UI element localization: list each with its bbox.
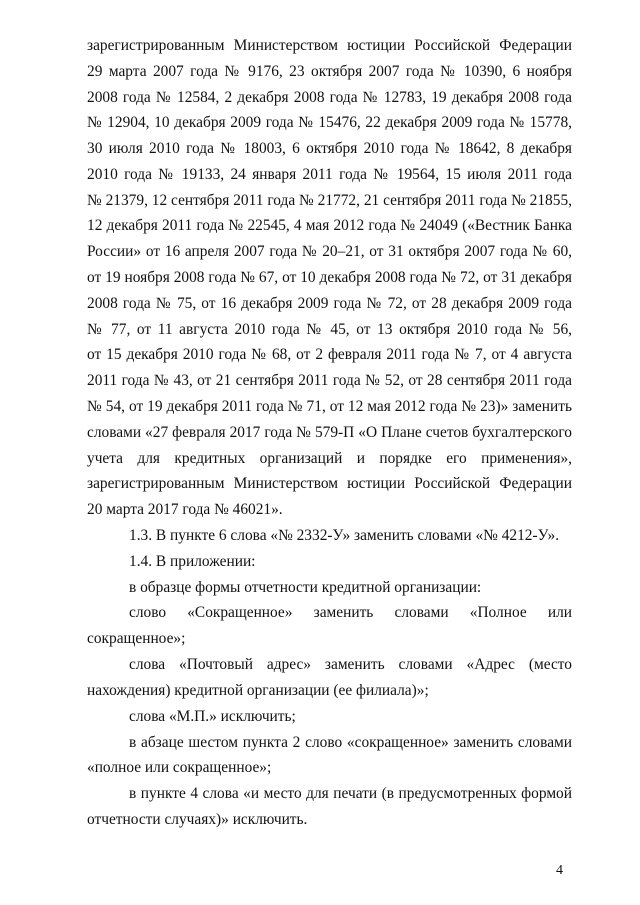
text-line: слова «Почтовый адрес» заменить словами «Адрес (место <box>129 656 572 673</box>
text-line: 2008 года № 75, от 16 декабря 2009 года № 72, от 28 декабря 2009 года <box>87 295 572 312</box>
text-line: 29 марта 2007 года № 9176, 23 октября 2007 года № 10390, 6 ноября <box>87 63 572 80</box>
text-line: № 12904, 10 декабря 2009 года № 15476, 22 декабря 2009 года № 15778, <box>87 114 572 131</box>
text-line: зарегистрированным Министерством юстиции Российской Федерации <box>87 475 572 492</box>
text-line: словами «27 февраля 2017 года № 579-П «О Плане счетов бухгалтерского <box>87 424 572 441</box>
text-line: от 19 ноября 2008 года № 67, от 10 декабря 2008 года № 72, от 31 декабря <box>87 269 572 286</box>
text-line: 2008 года № 12584, 2 декабря 2008 года № 12783, 19 декабря 2008 года <box>87 89 572 106</box>
text-line: в абзаце шестом пункта 2 слово «сокращенное» заменить словами <box>129 734 572 751</box>
text-line: от 15 декабря 2010 года № 68, от 2 февраля 2011 года № 7, от 4 августа <box>87 346 572 363</box>
text-line: в пункте 4 слова «и место для печати (в предусмотренных формой <box>129 785 572 802</box>
text-line: 2010 года № 19133, 24 января 2011 года № 19564, 15 июля 2011 года <box>87 166 572 183</box>
text-line: «полное или сокращенное»; <box>87 759 272 776</box>
text-line: слова «М.П.» исключить; <box>129 708 296 725</box>
text-line: в образце формы отчетности кредитной организации: <box>129 579 482 596</box>
paragraph-1-4: 1.4. В приложении: <box>129 553 256 570</box>
text-line: № 21379, 12 сентября 2011 года № 21772, 21 сентября 2011 года № 21855, <box>87 192 572 209</box>
text-line: № 54, от 19 декабря 2011 года № 71, от 12 мая 2012 года № 23)» заменить <box>87 398 572 415</box>
paragraph-1-3: 1.3. В пункте 6 слова «№ 2332-У» заменить словами «№ 4212-У». <box>129 527 560 544</box>
text-line: 2011 года № 43, от 21 сентября 2011 года № 52, от 28 сентября 2011 года <box>87 372 572 389</box>
text-line: 12 декабря 2011 года № 22545, 4 мая 2012 года № 24049 («Вестник Банка <box>87 217 572 234</box>
text-line: слово «Сокращенное» заменить словами «Полное или <box>129 604 572 621</box>
text-line: № 77, от 11 августа 2010 года № 45, от 13 октября 2010 года № 56, <box>87 321 572 338</box>
text-line: России» от 16 апреля 2007 года № 20–21, от 31 октября 2007 года № 60, <box>87 243 572 260</box>
text-line: 30 июля 2010 года № 18003, 6 октября 2010 года № 18642, 8 декабря <box>87 140 572 157</box>
text-line: зарегистрированным Министерством юстиции Российской Федерации <box>87 37 572 54</box>
text-line: нахождения) кредитной организации (ее филиала)»; <box>87 682 429 699</box>
page-number: 4 <box>556 863 563 878</box>
text-line: сокращенное»; <box>87 630 186 647</box>
text-line: 20 марта 2017 года № 46021». <box>87 501 283 518</box>
text-line: учета для кредитных организаций и порядке его применения», <box>87 450 572 467</box>
text-line: отчетности случаях)» исключить. <box>87 811 308 828</box>
